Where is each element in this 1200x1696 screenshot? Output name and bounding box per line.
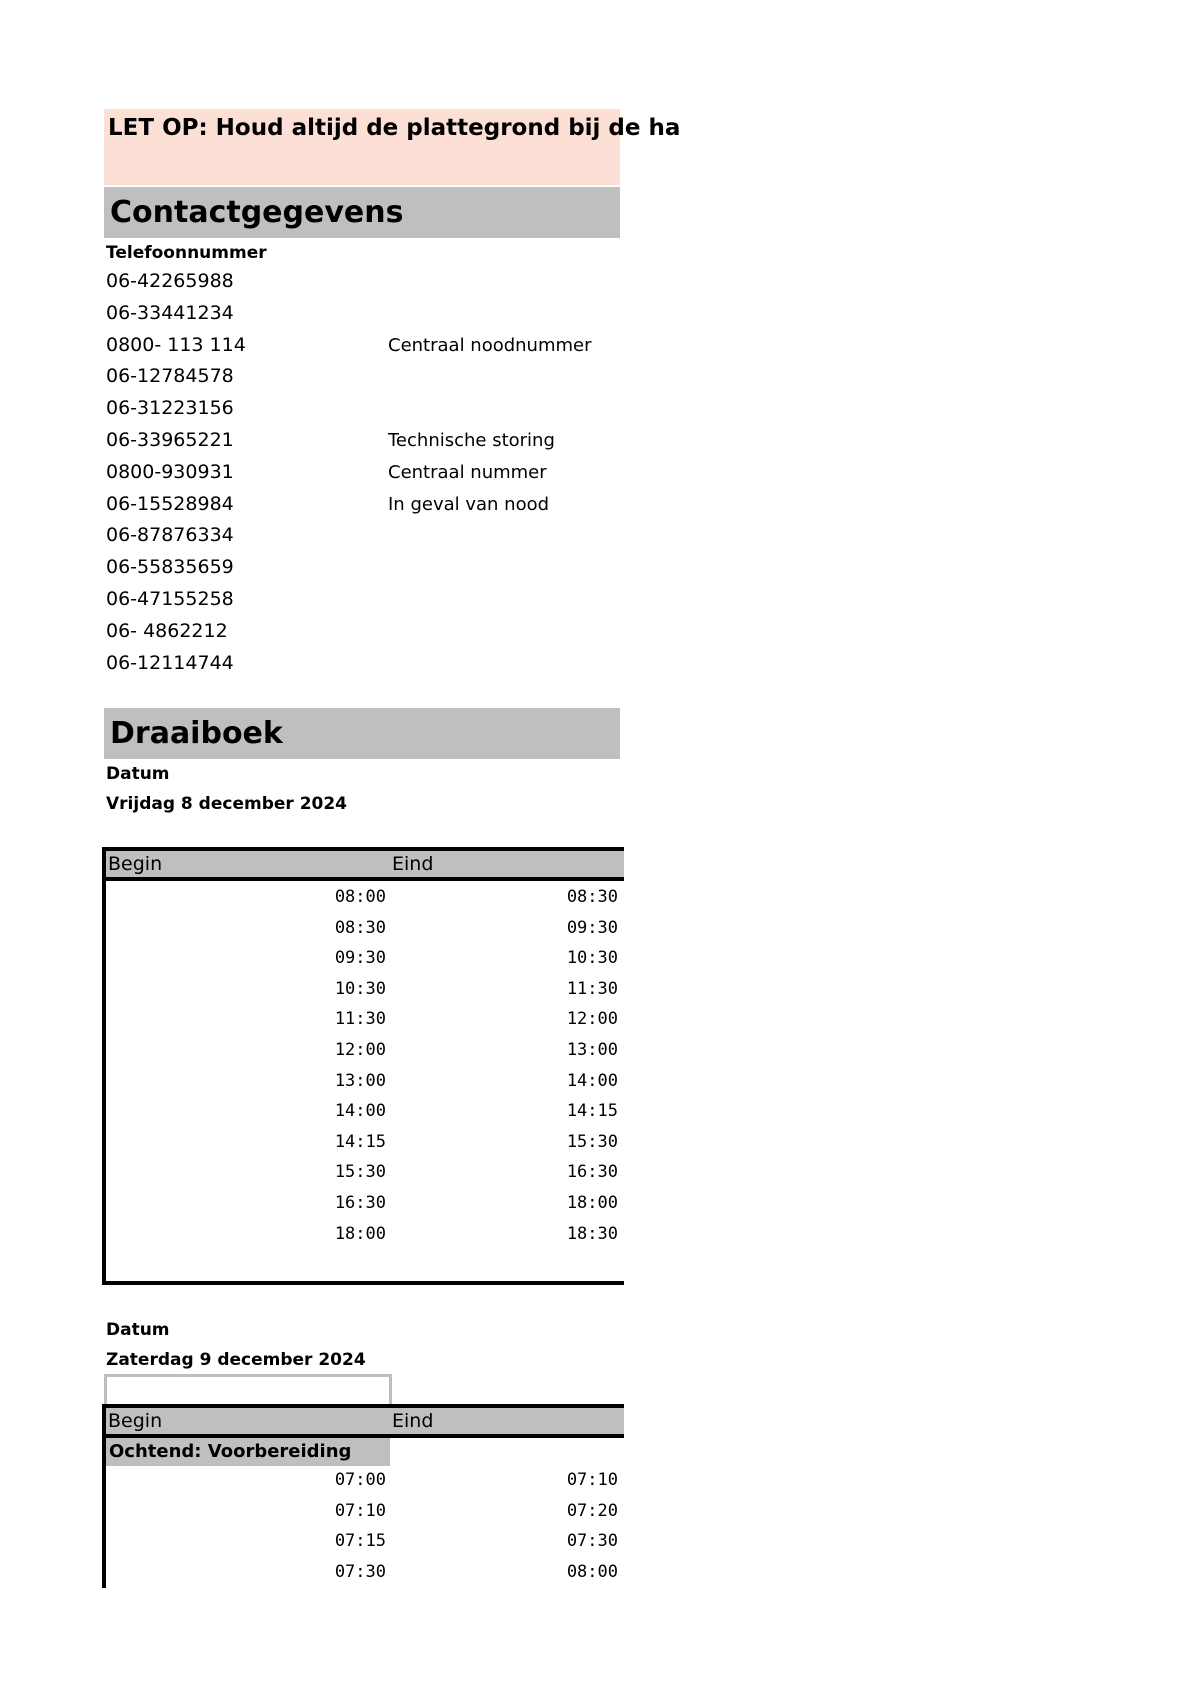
begin-time: 15:30 (334, 1162, 386, 1183)
begin-time: 07:10 (334, 1500, 386, 1521)
phone-number: 06-47155258 (106, 588, 234, 610)
warning-text: LET OP: Houd altijd de plattegrond bij de ha (108, 115, 681, 141)
day2-phase-row (106, 1438, 390, 1466)
phone-note: Centraal noodnummer (388, 334, 592, 356)
day1-schedule-table (102, 847, 624, 1285)
day2-table-header (106, 1408, 624, 1438)
begin-time: 07:15 (334, 1531, 386, 1552)
end-time: 18:00 (566, 1193, 618, 1213)
begin-time: 10:30 (334, 978, 386, 999)
phone-note: Technische storing (388, 430, 555, 451)
begin-time: 07:00 (334, 1470, 386, 1490)
draaiboek-section-header (104, 708, 620, 759)
day2-phase-label: Ochtend: Voorbereiding (109, 1441, 352, 1462)
phone-column-label: Telefoonnummer (106, 243, 267, 263)
day2-date-label: Datum (106, 1320, 170, 1340)
phone-note: Centraal nummer (388, 461, 547, 483)
begin-time: 18:00 (334, 1223, 386, 1244)
phone-number: 06-42265988 (106, 270, 234, 292)
contact-section-header (104, 187, 620, 238)
phone-number: 06-55835659 (106, 556, 234, 579)
warning-banner (104, 109, 681, 185)
phone-number: 06-12114744 (106, 651, 234, 674)
begin-time: 09:30 (334, 948, 386, 969)
day1-table-header (106, 851, 624, 881)
phone-number: 06-87876334 (106, 524, 234, 547)
draaiboek-heading: Draaiboek (110, 716, 283, 751)
contact-heading: Contactgegevens (110, 195, 404, 230)
end-time: 14:00 (566, 1070, 618, 1091)
end-time: 10:30 (566, 948, 618, 969)
begin-time: 08:30 (334, 917, 386, 938)
end-time: 14:15 (566, 1101, 618, 1122)
day1-col-begin: Begin (108, 853, 163, 875)
phone-number: 06-33965221 (106, 429, 234, 451)
end-time: 07:30 (566, 1531, 618, 1552)
begin-time: 13:00 (334, 1070, 386, 1091)
phone-number: 06-33441234 (106, 301, 234, 324)
phone-note: In geval van nood (388, 493, 550, 515)
end-time: 09:30 (566, 917, 618, 938)
end-time: 16:30 (566, 1162, 618, 1183)
end-time: 08:00 (566, 1561, 618, 1582)
day1-col-end: Eind (392, 853, 434, 875)
end-time: 13:00 (566, 1040, 618, 1060)
phone-number: 06-12784578 (106, 365, 234, 388)
day1-date-label: Datum (106, 764, 170, 784)
day2-date: Zaterdag 9 december 2024 (106, 1350, 366, 1370)
day2-schedule-table (102, 1404, 624, 1588)
end-time: 08:30 (566, 887, 618, 907)
phone-number: 06- 4862212 (106, 619, 228, 642)
phone-number: 06-15528984 (106, 492, 234, 515)
phone-number: 0800-930931 (106, 460, 234, 483)
end-time: 11:30 (566, 978, 618, 999)
phone-number: 0800- 113 114 (106, 333, 246, 356)
begin-time: 12:00 (334, 1040, 386, 1060)
begin-time: 16:30 (334, 1193, 386, 1213)
begin-time: 07:30 (334, 1561, 386, 1582)
end-time: 18:30 (566, 1223, 618, 1244)
day2-col-begin: Begin (108, 1410, 163, 1432)
begin-time: 08:00 (334, 887, 386, 907)
end-time: 12:00 (566, 1009, 618, 1030)
begin-time: 14:15 (334, 1131, 386, 1152)
end-time: 15:30 (566, 1131, 618, 1152)
begin-time: 11:30 (334, 1009, 386, 1030)
phone-number: 06-31223156 (106, 397, 234, 420)
end-time: 07:20 (566, 1500, 618, 1521)
day1-date: Vrijdag 8 december 2024 (106, 794, 348, 814)
end-time: 07:10 (566, 1470, 618, 1490)
day2-col-end: Eind (392, 1410, 434, 1432)
begin-time: 14:00 (334, 1101, 386, 1122)
